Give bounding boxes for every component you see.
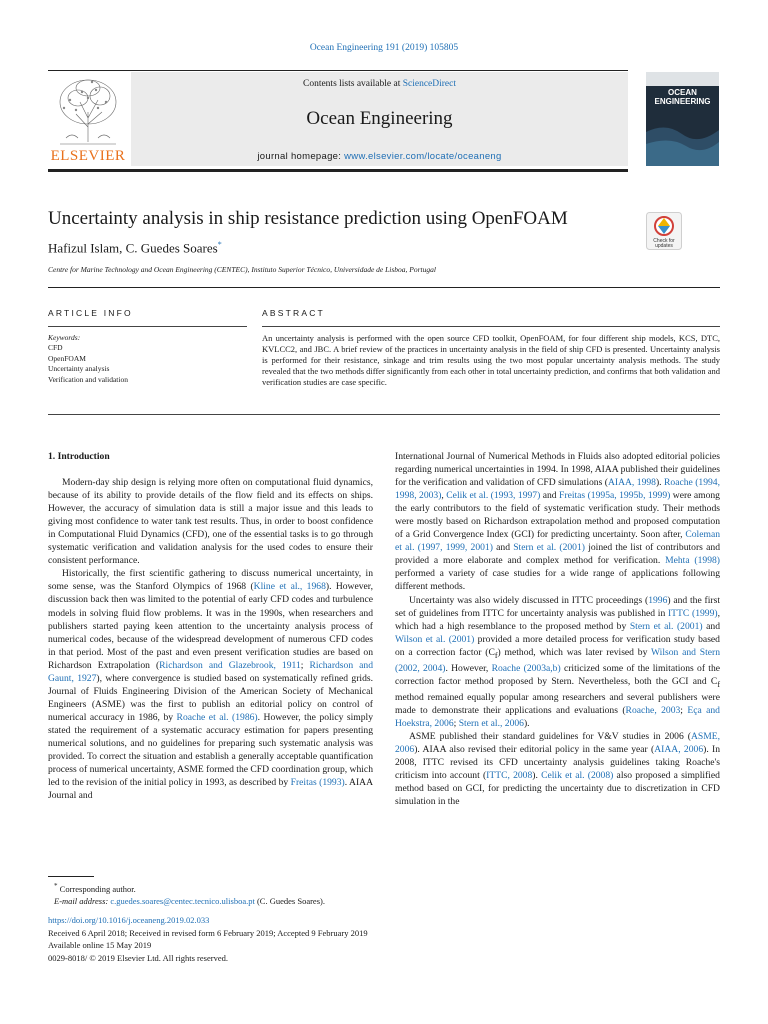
citation-link[interactable]: AIAA, 2006 [654,743,704,755]
crossmark-icon [646,212,682,250]
citation-link[interactable]: Celik et al. (1993, 1997) [446,490,541,502]
citation-link[interactable]: 1996 [648,594,668,606]
abstract-text: An uncertainty analysis is performed with the open source CFD toolkit, OpenFOAM, for four different ship models, KCS, DTC, KVLCC2, and JBC. A brief review of the practices in uncertainty analysis in the field of ship CFD is presented. Uncertainty analysis is performed for their resistance, sinkage and trim results using the two most popular uncertainty analysis methods. The study revealed that the two methods differ significantly from each other in total uncertainty prediction, and confirms that both validation and verification studies are case specific. [262,333,720,387]
body-paragraph: International Journal of Numerical Methods in Fluids also adopted editorial policies regarding numerical uncertainties in 1994. In 1998, AIAA published their guidelines for the verification and validation of CFD simulations (AIAA, 1998). Roache (1994, 1998, 2003), Celik et al. (1993, 1997) and Freitas (1995a, 1995b, 1999) were among the early contributors to the field of systematic verification study. Their methods were mostly based on Richardson extrapolation method and proposed computation of a Grid Convergence Index (GCI) for predicting uncertainty. Soon after, Coleman et al. (1997, 1999, 2001) and Stern et al. (2001) joined the list of contributors and provided a more elaborate and complex method for verification. Mehta (1998) performed a variety of case studies for a wide range of applications following different methods. [395,451,721,593]
keyword: Uncertainty analysis [48,364,110,374]
journal-title: Ocean Engineering [306,108,453,129]
keyword: CFD [48,343,63,353]
copyright: 0029-8018/ © 2019 Elsevier Ltd. All rights reserved. [48,952,228,963]
online-date: Available online 15 May 2019 [48,940,152,950]
citation-link[interactable]: Coleman et al. (1997, 1999, 2001) [395,529,720,554]
cover-title: OCEAN ENGINEERING [654,88,711,106]
cover-top-strip [646,72,719,86]
footnote: * Corresponding author. E-mail address: c.guedes.soares@centec.tecnico.ulisboa.pt (C. Guedes Soares). [54,882,325,907]
citation-link[interactable]: Mehta (1998) [665,555,720,567]
svg-text:Check for: Check for [653,238,675,244]
journal-cover-image [646,72,719,166]
contents-line: Contents lists available at ScienceDirect [302,79,456,89]
keyword: OpenFOAM [48,353,86,363]
divider [48,287,720,288]
affiliation: Centre for Marine Technology and Ocean Engineering (CENTEC), Instituto Superior Técnico, Universidade de Lisboa, Portugal [48,265,436,274]
body-paragraph: Uncertainty was also widely discussed in ITTC proceedings (1996) and the first set of guidelines from ITTC for uncertainty analysis was published in ITTC (1999), which had a high resemblance to the proposed method by Stern et al. (2001) and Wilson et al. (2001) provided a more detailed process for verification study based on a correction factor $(C_f)$ method, which was later revised by Wilson and Stern (2002, 2004). However, Roache (2003a,b) criticized some of the limitations of the correction factor method proposed by Stern. Nevertheless, both the GCI and $C_f$ method remained equally popular among researchers and several publishers were made to demonstrate their applications and evaluations (Roache, 2003; Eça and Hoekstra, 2006; Stern et al., 2006). [395,594,721,729]
citation-link[interactable]: Wilson and Stern (2002, 2004) [395,646,720,674]
citation-link[interactable]: Richardson and Glazebrook, 1911 [159,659,301,671]
journal-reference[interactable]: Ocean Engineering 191 (2019) 105805 [309,43,459,53]
svg-text:updates: updates [655,243,673,249]
citation-link[interactable]: Roache (1994, 1998, 2003) [395,477,721,502]
homepage-line: journal homepage: www.elsevier.com/locate/oceaneng [257,151,502,162]
citation-link[interactable]: Celik et al. (2008) [541,769,614,781]
keywords-label: Keywords: [48,333,81,342]
body-column-right [395,450,720,808]
check-for-updates-badge[interactable] [646,212,682,250]
history-dates: Received 6 April 2018; Received in revised form 6 February 2019; Accepted 9 February 2019 [48,927,368,938]
divider [48,414,720,415]
doi-link[interactable]: https://doi.org/10.1016/j.oceaneng.2019.02.033 [48,915,210,925]
citation-link[interactable]: AIAA, 1998 [607,477,656,489]
article-info-heading: ARTICLE INFO [48,308,133,318]
divider [48,326,247,327]
divider [262,326,720,327]
citation-link[interactable]: ITTC (1999) [667,607,718,619]
citation-link[interactable]: Freitas (1995a, 1995b, 1999) [559,490,671,502]
email-link[interactable]: c.guedes.soares@centec.tecnico.ulisboa.pt [110,896,255,907]
keyword: Verification and validation [48,374,128,384]
citation-link[interactable]: ITTC, 2008 [486,769,533,781]
abstract-heading: ABSTRACT [262,308,325,318]
citation-link[interactable]: Eça and Hoekstra, 2006 [395,704,720,729]
body-paragraph: Modern-day ship design is relying more often on computational fluid dynamics, because of its ability to provide details of the flow field and its effects on ships. However, the accuracy of simulation data is still a major issue and this leads to giving most confidence to water tank test results. Thus, in order to boost confidence in Computational Fluid Dynamics (CFD), one of the essential tasks is to go through systematic verification and validation analysis for the used codes to ensure their consistent performance. [48,477,373,567]
keywords-list [48,333,128,385]
body-paragraph: ASME published their standard guidelines for V&V studies in 2006 (ASME, 2006). AIAA also revised their editorial policy in the same year (AIAA, 2006). In 2008, ITTC revised its CFD uncertainty analysis guidelines taking Roache's criticism into account (ITTC, 2008). Celik et al. (2008) also proposed a simplified method based on GCI, for predicting the uncertainty due to discretization in CFD simulation in the [395,730,721,808]
body-paragraph: Historically, the first scientific gathering to discuss numerical uncertainty, in some sense, was the Stanford Olympics of 1968 (Kline et al., 1968). However, discussion back then was limited to the potential of early CFD codes and turbulence models in solving fluid flow problems. It was in the 1990s, when researchers and publishers started paying keen attention to the uncertainty analysis process of numerical codes, because of the widespread development of numerous CFD codes in that period. Most of the past and even present verification studies are based on Richardson Extrapolation (Richardson and Glazebrook, 1911; Richardson and Gaunt, 1927), where convergence is studied based on systematically refined grids. Journal of Fluids Engineering Division of the American Society of Mechanical Engineers (ASME) was the first to publish an editorial policy on control of numerical accuracy in 1986, by Roache et al. (1986). However, the policy simply stated the requirement of a systematic accuracy estimation for papers presenting numerical solutions, and no guidelines for preparing such systematic analysis was provided. To correct the situation and establish a generally acceptable quantification process of numerical uncertainty, ASME formed the CFD coordination group, which led to the revision of the initial policy in 1993, as described by Freitas (1993). AIAA Journal and [48,568,374,802]
section-heading: 1. Introduction [48,451,110,462]
citation-link[interactable]: ASME, 2006 [395,730,720,755]
cover-art [646,72,719,166]
citation-link[interactable]: Roache, 2003 [625,704,681,716]
publisher-name: ELSEVIER [50,148,126,164]
footnote-divider [48,876,94,877]
citation-link[interactable]: Stern et al., 2006 [458,717,524,729]
publication-info [48,914,368,964]
article-title: Uncertainty analysis in ship resistance prediction using OpenFOAM [48,208,568,229]
author-list: Hafizul Islam, C. Guedes Soares* [48,240,222,256]
citation-link[interactable]: Stern et al. (2001) [629,620,703,632]
sciencedirect-link[interactable]: ScienceDirect [402,79,456,89]
citation-link[interactable]: Stern et al. (2001) [513,542,585,554]
corresponding-author-mark[interactable]: * [217,240,222,249]
citation-link[interactable]: Roache (2003a,b) [491,662,561,674]
citation-link[interactable]: Kline et al., 1968 [253,581,326,593]
citation-link[interactable]: Wilson et al. (2001) [395,633,475,645]
journal-homepage-link[interactable]: www.elsevier.com/locate/oceaneng [344,151,502,162]
citation-link[interactable]: Richardson and Gaunt, 1927 [48,659,374,684]
citation-link[interactable]: Freitas (1993) [290,777,345,789]
body-column-left [48,450,373,802]
citation-link[interactable]: Roache et al. (1986) [176,711,258,723]
